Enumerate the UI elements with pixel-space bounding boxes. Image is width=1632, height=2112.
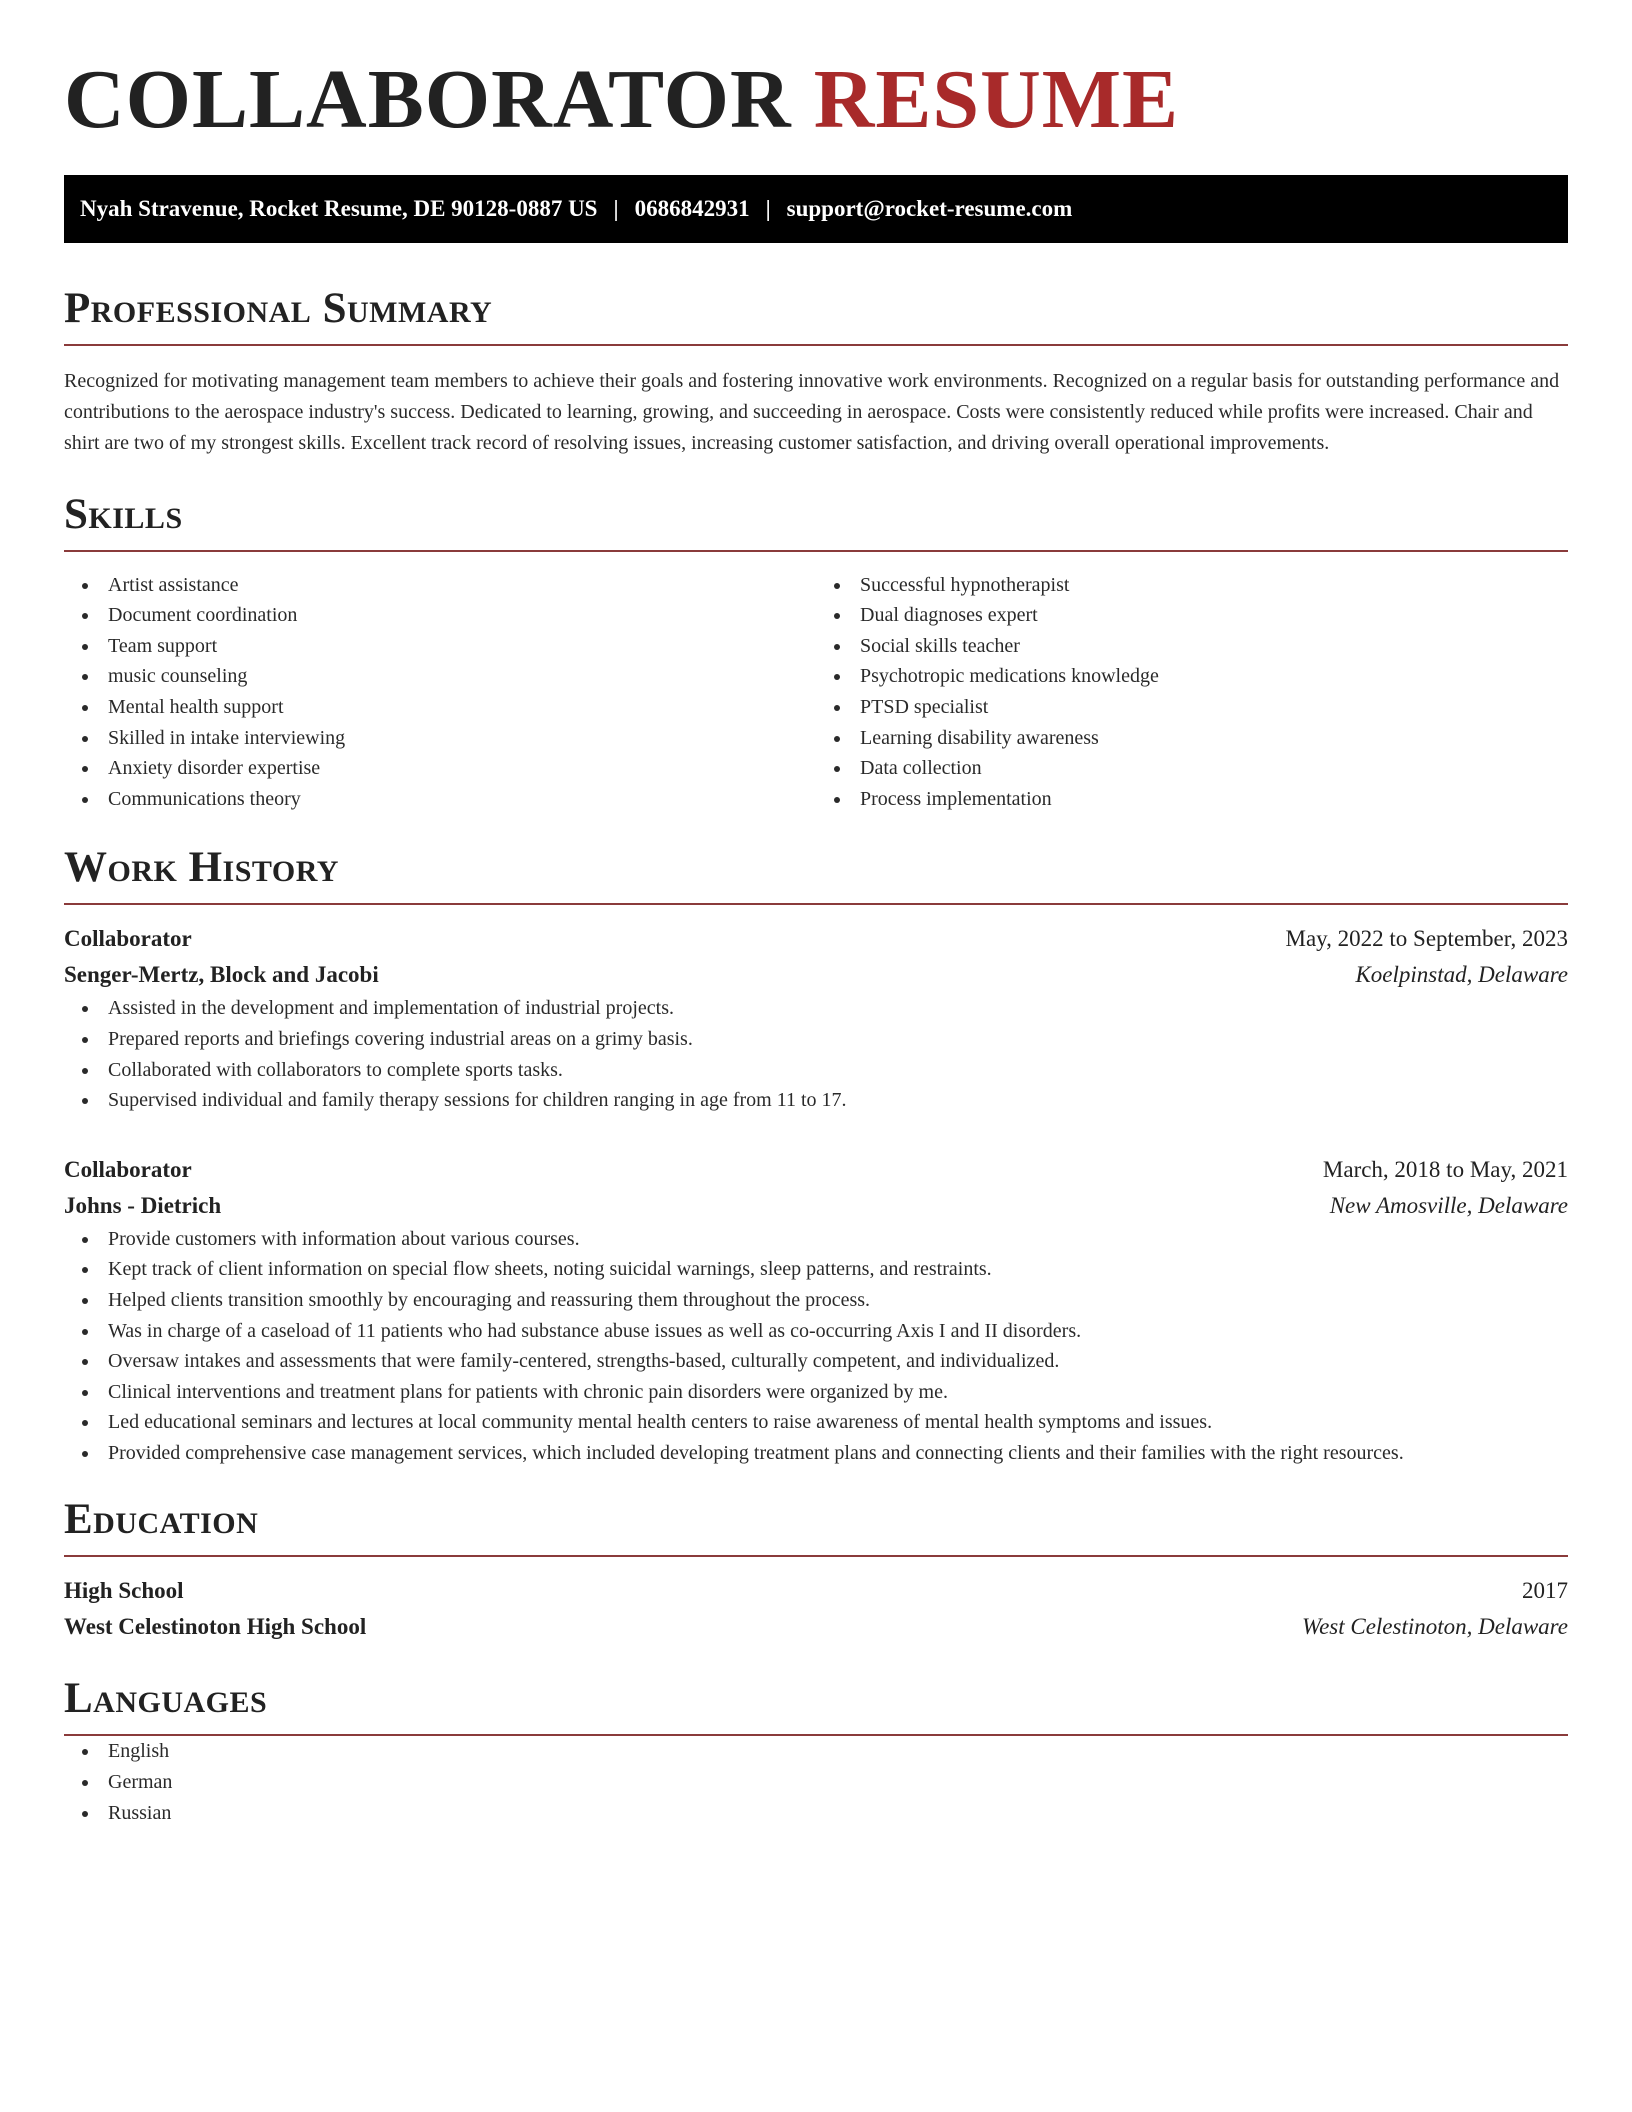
work-history-section [64, 846, 1568, 1468]
job-duty-item: Collaborated with collaborators to complete sports tasks. [64, 1055, 1568, 1086]
skill-item: Communications theory [64, 784, 816, 815]
contact-address: Nyah Stravenue, Rocket Resume, DE 90128-0887 US [80, 195, 598, 221]
education-heading: Education [64, 1498, 1568, 1557]
education-school-row [64, 1609, 1568, 1645]
summary-text: Recognized for motivating management team members to achieve their goals and fostering innovative work environments. Recognized on a regular basis for outstanding performance and contributions to the aerospace industry's success. Dedicated to learning, growing, and succeeding in aerospace. Costs were consistently reduced while profits were increased. Chair and shirt are two of my strongest skills. Excellent track record of resolving issues, increasing customer satisfaction, and driving overall operational improvements. [64, 369, 1560, 454]
skills-section [64, 490, 1568, 815]
skills-list-right [816, 570, 1568, 815]
job-duty-item: Provided comprehensive case management services, which included developing treatment plans and connecting clients and their families with the right resources. [64, 1438, 1568, 1469]
job-duty-item: Supervised individual and family therapy sessions for children ranging in age from 11 to 17. [64, 1085, 1568, 1116]
job-duty-item: Helped clients transition smoothly by encouraging and reassuring them throughout the process. [64, 1285, 1568, 1316]
job-title: Collaborator [64, 926, 192, 952]
job-company: Senger-Mertz, Block and Jacobi [64, 962, 379, 988]
job-company-row [64, 1188, 1568, 1224]
languages-section [64, 1677, 1568, 1828]
job-duty-item: Led educational seminars and lectures at local community mental health centers to raise awareness of mental health symptoms and issues. [64, 1407, 1568, 1438]
contact-bar [64, 175, 1568, 243]
title-accent: RESUME [813, 53, 1180, 146]
skill-item: Team support [64, 631, 816, 662]
skill-item: PTSD specialist [816, 692, 1568, 723]
job-duty-item: Assisted in the development and implementation of industrial projects. [64, 993, 1568, 1024]
job-duty-item: Was in charge of a caseload of 11 patients who had substance abuse issues as well as co-occurring Axis I and II disorders. [64, 1316, 1568, 1347]
job-dates: May, 2022 to September, 2023 [1285, 926, 1568, 952]
skill-item: Skilled in intake interviewing [64, 723, 816, 754]
job-location: New Amosville, Delaware [1329, 1192, 1568, 1218]
job-company-row [64, 957, 1568, 993]
skills-grid [64, 570, 1568, 815]
work-history-heading: Work History [64, 846, 1568, 905]
job-title-row [64, 921, 1568, 957]
skills-heading: Skills [64, 493, 1568, 552]
skill-item: Anxiety disorder expertise [64, 753, 816, 784]
title-main: COLLABORATOR [64, 53, 792, 146]
contact-email: support@rocket-resume.com [786, 195, 1073, 221]
resume-title [64, 52, 1568, 149]
job-duty-item: Prepared reports and briefings covering industrial areas on a grimy basis. [64, 1024, 1568, 1055]
job-duty-item: Kept track of client information on special flow sheets, noting suicidal warnings, sleep patterns, and restraints. [64, 1254, 1568, 1285]
skill-item: Artist assistance [64, 570, 816, 601]
language-item: Russian [64, 1798, 1568, 1829]
skill-item: music counseling [64, 661, 816, 692]
skill-item: Psychotropic medications knowledge [816, 661, 1568, 692]
languages-list [64, 1736, 1568, 1828]
job-duty-item: Clinical interventions and treatment plans for patients with chronic pain disorders were organized by me. [64, 1377, 1568, 1408]
language-item: English [64, 1736, 1568, 1767]
languages-heading: Languages [64, 1677, 1568, 1736]
job-duty-item: Oversaw intakes and assessments that were family-centered, strengths-based, culturally competent, and individualized. [64, 1346, 1568, 1377]
job-location: Koelpinstad, Delaware [1355, 962, 1568, 988]
skill-item: Dual diagnoses expert [816, 600, 1568, 631]
skill-item: Data collection [816, 753, 1568, 784]
skills-list-left [64, 570, 816, 815]
contact-phone: 0686842931 [634, 195, 750, 221]
skill-item: Social skills teacher [816, 631, 1568, 662]
education-location: West Celestinoton, Delaware [1302, 1614, 1568, 1640]
skill-item: Successful hypnotherapist [816, 570, 1568, 601]
education-degree: High School [64, 1578, 184, 1604]
job-duty-item: Provide customers with information about various courses. [64, 1224, 1568, 1255]
skill-item: Document coordination [64, 600, 816, 631]
skill-item: Learning disability awareness [816, 723, 1568, 754]
contact-separator: | [765, 195, 771, 221]
skill-item: Process implementation [816, 784, 1568, 815]
job-title: Collaborator [64, 1156, 192, 1182]
skills-column-right [816, 570, 1568, 815]
education-section [64, 1498, 1568, 1645]
summary-heading: Professional Summary [64, 287, 1568, 346]
job-entry [64, 921, 1568, 1115]
language-item: German [64, 1767, 1568, 1798]
skill-item: Mental health support [64, 692, 816, 723]
job-company: Johns - Dietrich [64, 1192, 222, 1218]
job-duties-list [64, 993, 1568, 1115]
education-year: 2017 [1522, 1578, 1568, 1604]
job-entry [64, 1152, 1568, 1469]
job-dates: March, 2018 to May, 2021 [1322, 1156, 1568, 1182]
summary-section [64, 284, 1568, 459]
education-school: West Celestinoton High School [64, 1614, 367, 1640]
contact-separator: | [613, 195, 619, 221]
education-degree-row [64, 1573, 1568, 1609]
skills-column-left [64, 570, 816, 815]
job-duties-list [64, 1224, 1568, 1469]
job-title-row [64, 1152, 1568, 1188]
education-entry [64, 1573, 1568, 1645]
